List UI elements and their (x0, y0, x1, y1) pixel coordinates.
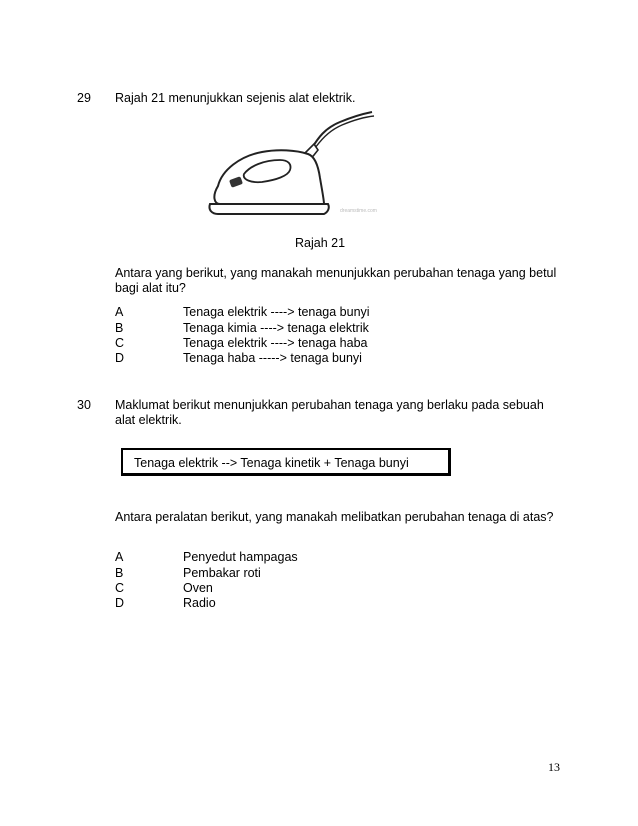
q29-option-text: Tenaga haba -----> tenaga bunyi (183, 351, 362, 365)
q30-option-text: Pembakar roti (183, 566, 261, 580)
q30-option-letter: D (115, 596, 125, 610)
question-30-stem-line-1: Maklumat berikut menunjukkan perubahan tenaga yang berlaku pada sebuah (115, 398, 544, 412)
q30-option-letter: A (115, 550, 124, 564)
question-29-line-1: Antara yang berikut, yang manakah menunjukkan perubahan tenaga yang betul (115, 266, 557, 280)
q29-option-letter: C (115, 336, 125, 350)
question-30-question: Antara peralatan berikut, yang manakah melibatkan perubahan tenaga di atas? (115, 510, 554, 524)
q29-option-text: Tenaga elektrik ----> tenaga haba (183, 336, 368, 350)
q30-option-letter: C (115, 581, 125, 595)
q29-option-letter: A (115, 305, 124, 319)
question-30-number: 30 (77, 398, 91, 412)
electric-iron-illustration (200, 108, 380, 223)
question-29-stem: Rajah 21 menunjukkan sejenis alat elektrik. (115, 91, 356, 105)
question-29-line-2: bagi alat itu? (115, 281, 186, 295)
question-29-number: 29 (77, 91, 91, 105)
q30-option-text: Radio (183, 596, 216, 610)
q30-option-letter: B (115, 566, 124, 580)
question-30-stem-line-2: alat elektrik. (115, 413, 182, 427)
energy-change-text: Tenaga elektrik --> Tenaga kinetik + Tenaga bunyi (134, 456, 409, 470)
q29-option-text: Tenaga elektrik ----> tenaga bunyi (183, 305, 370, 319)
q29-option-letter: B (115, 321, 124, 335)
page-number: 13 (548, 760, 560, 774)
q30-option-text: Penyedut hampagas (183, 550, 298, 564)
q29-option-text: Tenaga kimia ----> tenaga elektrik (183, 321, 369, 335)
q29-option-letter: D (115, 351, 125, 365)
q30-option-text: Oven (183, 581, 213, 595)
energy-change-box (121, 448, 451, 476)
svg-text:dreamstime.com: dreamstime.com (340, 208, 377, 214)
figure-caption: Rajah 21 (295, 236, 346, 250)
